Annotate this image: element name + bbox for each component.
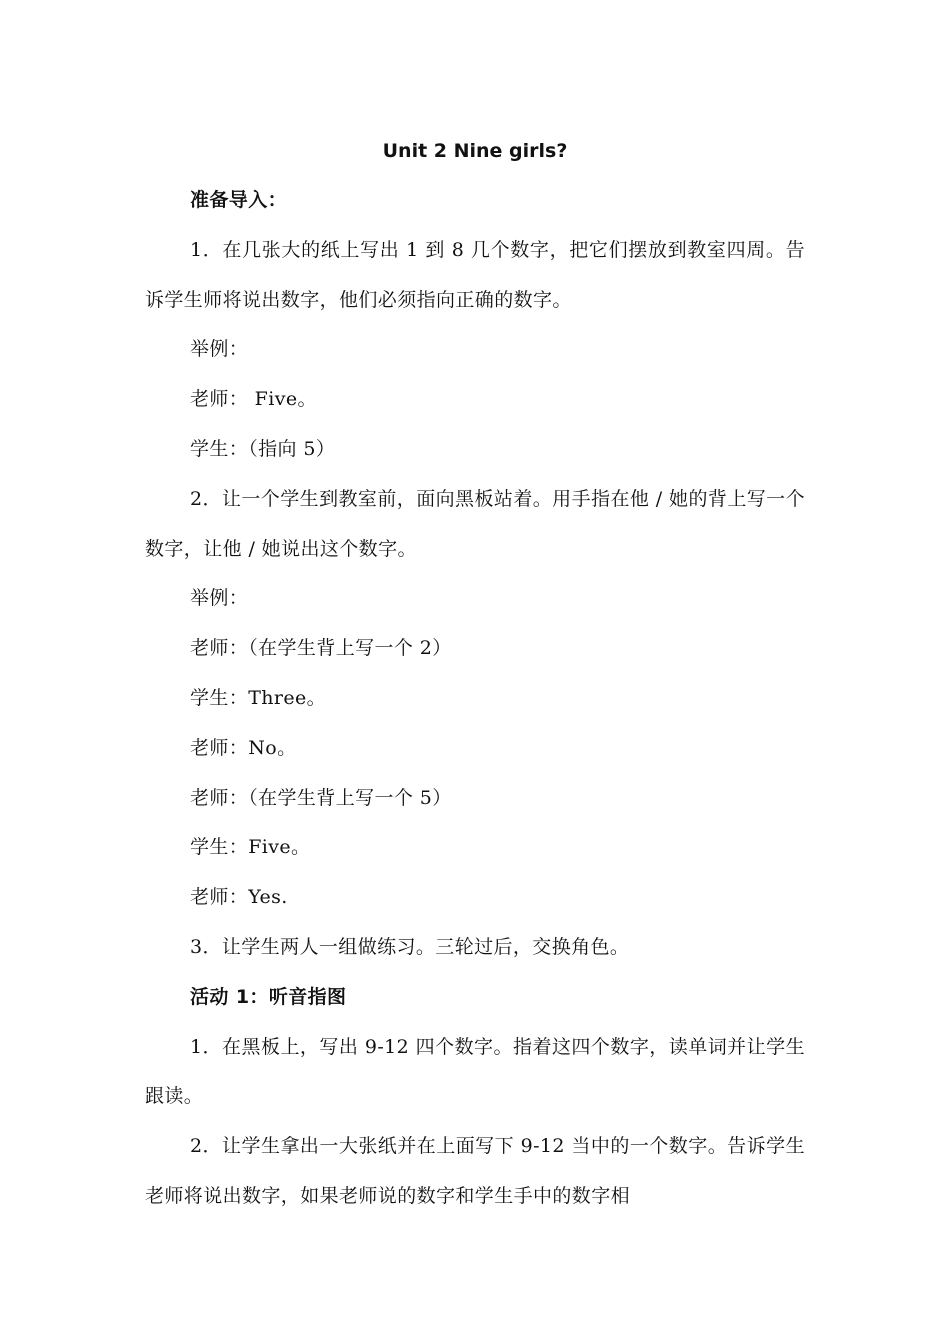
paragraph: 1．在几张大的纸上写出 1 到 8 几个数字，把它们摆放到教室四周。告诉学生师将说出数字，他们必须指向正确的数字。 (145, 238, 805, 311)
paragraph: 学生：Five。 (190, 836, 311, 859)
paragraph: 老师：No。 (190, 736, 297, 759)
paragraph: 老师：（在学生背上写一个 5） (190, 786, 452, 809)
section-heading-activity-1: 活动 1：听音指图 (190, 985, 347, 1008)
paragraph: 学生：（指向 5） (190, 437, 336, 460)
paragraph: 学生：Three。 (190, 686, 327, 709)
paragraph: 3．让学生两人一组做练习。三轮过后，交换角色。 (190, 935, 630, 958)
document-title: Unit 2 Nine girls? (382, 140, 568, 162)
paragraph: 老师： Five。 (190, 388, 317, 411)
paragraph: 举例： (190, 338, 249, 361)
paragraph: 举例： (190, 587, 249, 610)
paragraph: 1．在黑板上，写出 9-12 四个数字。指着这四个数字，读单词并让学生跟读。 (145, 1035, 805, 1108)
paragraph: 2．让学生拿出一大张纸并在上面写下 9-12 当中的一个数字。告诉学生老师将说出数字，如果老师说的数字和学生手中的数字相 (145, 1135, 805, 1207)
paragraph: 老师：Yes. (190, 886, 288, 909)
paragraph: 2．让一个学生到教室前，面向黑板站着。用手指在他 / 她的背上写一个数字，让他 / 她说出这个数字。 (145, 487, 805, 560)
section-heading-preparation: 准备导入： (190, 189, 288, 211)
document-body (145, 126, 805, 1222)
paragraph: 老师：（在学生背上写一个 2） (190, 637, 452, 660)
